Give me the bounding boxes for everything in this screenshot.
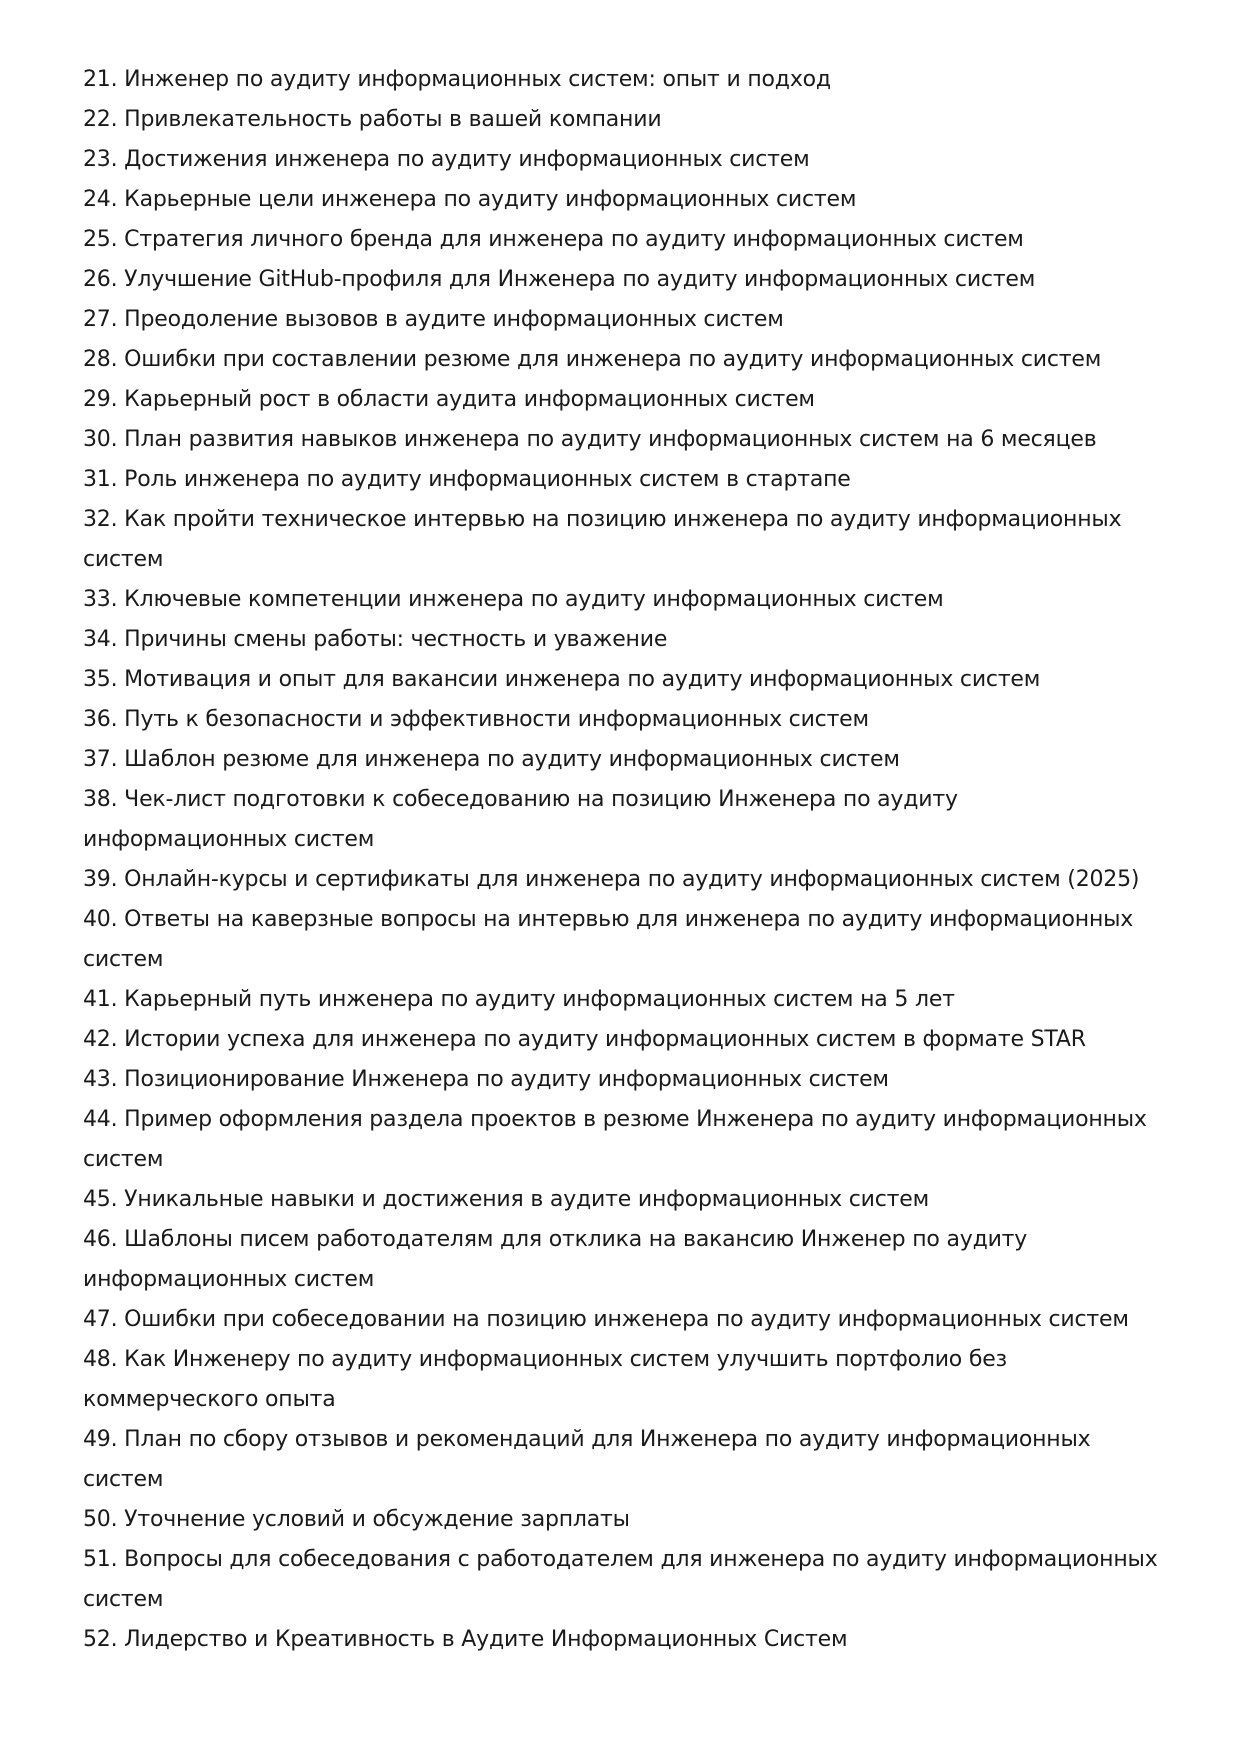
list-item: 29. Карьерный рост в области аудита информационных систем xyxy=(83,387,815,412)
list-item: 40. Ответы на каверзные вопросы на интервью для инженера по аудиту информационных систем xyxy=(83,907,1134,972)
list-item: 43. Позиционирование Инженера по аудиту информационных систем xyxy=(83,1067,889,1092)
list-item: 38. Чек-лист подготовки к собеседованию на позицию Инженера по аудиту информационных систем xyxy=(83,787,958,852)
list-item: 32. Как пройти техническое интервью на позицию инженера по аудиту информационных систем xyxy=(83,507,1122,572)
list-item: 50. Уточнение условий и обсуждение зарплаты xyxy=(83,1507,630,1532)
list-item: 27. Преодоление вызовов в аудите информационных систем xyxy=(83,307,784,332)
table-of-contents xyxy=(83,60,1163,1660)
list-item: 23. Достижения инженера по аудиту информационных систем xyxy=(83,147,810,172)
list-item: 22. Привлекательность работы в вашей компании xyxy=(83,107,662,132)
list-item: 33. Ключевые компетенции инженера по аудиту информационных систем xyxy=(83,587,944,612)
list-item: 45. Уникальные навыки и достижения в аудите информационных систем xyxy=(83,1187,929,1212)
list-item: 37. Шаблон резюме для инженера по аудиту информационных систем xyxy=(83,747,900,772)
list-item: 46. Шаблоны писем работодателям для отклика на вакансию Инженер по аудиту информационных систем xyxy=(83,1227,1028,1292)
list-item: 44. Пример оформления раздела проектов в резюме Инженера по аудиту информационных систем xyxy=(83,1107,1147,1172)
list-item: 49. План по сбору отзывов и рекомендаций для Инженера по аудиту информационных систем xyxy=(83,1427,1091,1492)
list-item: 42. Истории успеха для инженера по аудиту информационных систем в формате STAR xyxy=(83,1027,1086,1052)
list-item: 41. Карьерный путь инженера по аудиту информационных систем на 5 лет xyxy=(83,987,955,1012)
list-item: 39. Онлайн-курсы и сертификаты для инженера по аудиту информационных систем (2025) xyxy=(83,867,1140,892)
list-item: 21. Инженер по аудиту информационных систем: опыт и подход xyxy=(83,67,831,92)
list-item: 25. Стратегия личного бренда для инженера по аудиту информационных систем xyxy=(83,227,1024,252)
list-item: 48. Как Инженеру по аудиту информационных систем улучшить портфолио без коммерческого опыта xyxy=(83,1347,1008,1412)
list-item: 31. Роль инженера по аудиту информационных систем в стартапе xyxy=(83,467,851,492)
list-item: 28. Ошибки при составлении резюме для инженера по аудиту информационных систем xyxy=(83,347,1102,372)
list-item: 47. Ошибки при собеседовании на позицию инженера по аудиту информационных систем xyxy=(83,1307,1129,1332)
list-item: 26. Улучшение GitHub-профиля для Инженера по аудиту информационных систем xyxy=(83,267,1036,292)
list-item: 24. Карьерные цели инженера по аудиту информационных систем xyxy=(83,187,857,212)
list-item: 51. Вопросы для собеседования с работодателем для инженера по аудиту информационных систем xyxy=(83,1547,1158,1612)
list-item: 36. Путь к безопасности и эффективности информационных систем xyxy=(83,707,869,732)
list-item: 52. Лидерство и Креативность в Аудите Информационных Систем xyxy=(83,1627,848,1652)
list-item: 34. Причины смены работы: честность и уважение xyxy=(83,627,668,652)
list-item: 30. План развития навыков инженера по аудиту информационных систем на 6 месяцев xyxy=(83,427,1097,452)
list-item: 35. Мотивация и опыт для вакансии инженера по аудиту информационных систем xyxy=(83,667,1041,692)
